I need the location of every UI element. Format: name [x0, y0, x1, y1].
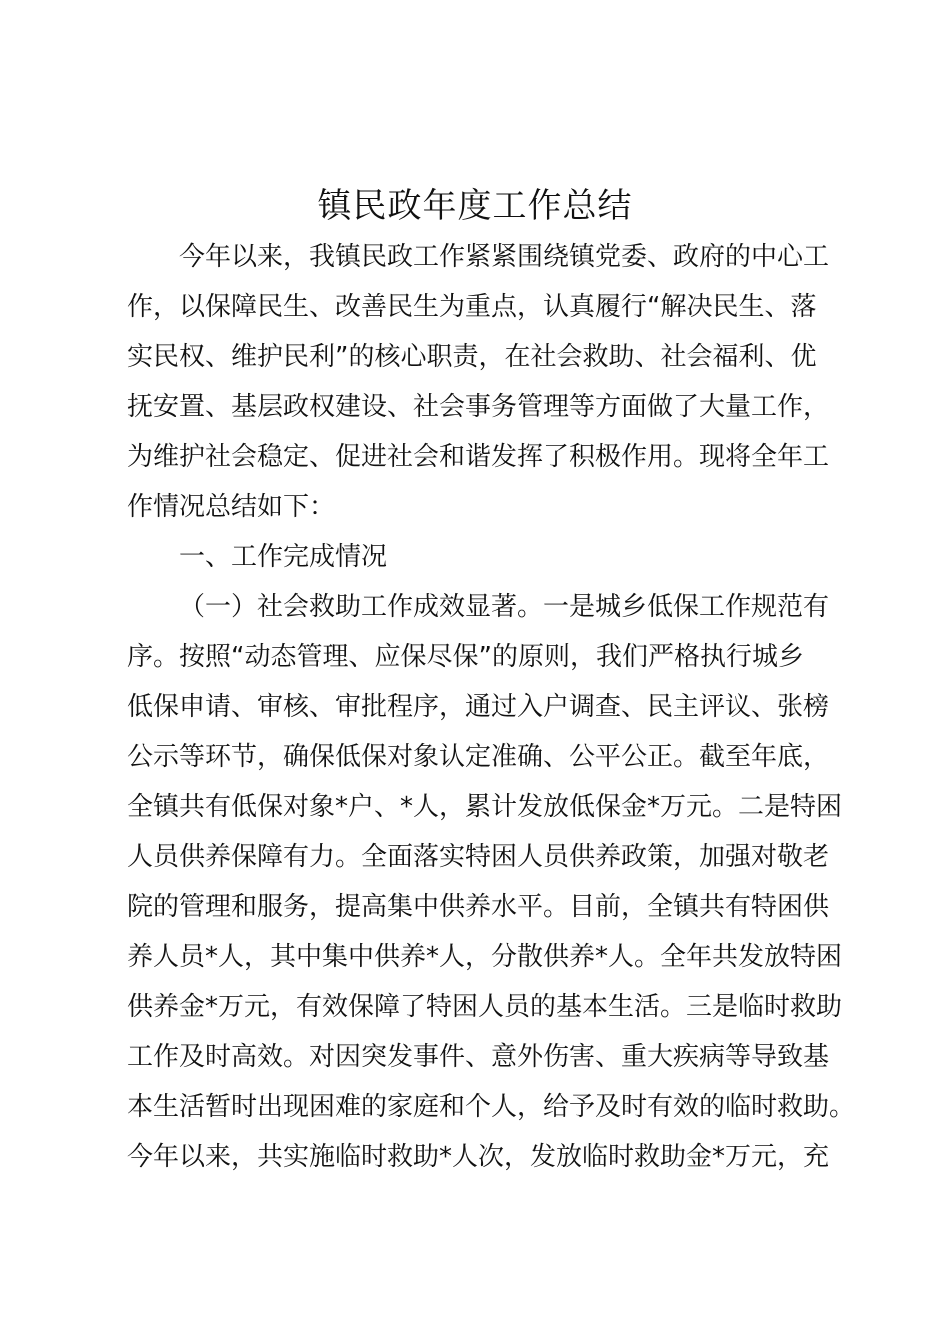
text-line: 实民权、维护民利”的核心职责，在社会救助、社会福利、优	[127, 342, 817, 372]
text-line: 本生活暂时出现困难的家庭和个人，给予及时有效的临时救助。	[127, 1092, 856, 1122]
text-line: 工作及时高效。对因突发事件、意外伤害、重大疾病等导致基	[127, 1042, 830, 1072]
text-line: 序。按照“动态管理、应保尽保”的原则，我们严格执行城乡	[127, 642, 804, 672]
document-body	[127, 232, 856, 1182]
text-line: 院的管理和服务，提高集中供养水平。目前，全镇共有特困供	[127, 892, 830, 922]
text-line: 今年以来，共实施临时救助*人次，发放临时救助金*万元，充	[127, 1142, 830, 1172]
text-line: 为维护社会稳定、促进社会和谐发挥了积极作用。现将全年工	[127, 442, 830, 472]
text-line: 抚安置、基层政权建设、社会事务管理等方面做了大量工作，	[127, 392, 830, 422]
text-line: 全镇共有低保对象*户、*人，累计发放低保金*万元。二是特困	[127, 792, 843, 822]
document-title: 镇民政年度工作总结	[317, 186, 633, 226]
text-line: 今年以来，我镇民政工作紧紧围绕镇党委、政府的中心工	[179, 242, 830, 272]
text-line: 作，以保障民生、改善民生为重点，认真履行“解决民生、落	[127, 292, 817, 322]
text-line: 养人员*人，其中集中供养*人，分散供养*人。全年共发放特困	[127, 942, 843, 972]
text-line: 人员供养保障有力。全面落实特困人员供养政策，加强对敬老	[127, 842, 830, 872]
text-line: 低保申请、审核、审批程序，通过入户调查、民主评议、张榜	[127, 692, 830, 722]
text-line: 供养金*万元，有效保障了特困人员的基本生活。三是临时救助	[127, 992, 843, 1022]
text-line: 作情况总结如下：	[127, 492, 336, 522]
text-line: 公示等环节，确保低保对象认定准确、公平公正。截至年底，	[127, 742, 830, 772]
subsection-heading-line: （一）社会救助工作成效显著。一是城乡低保工作规范有	[179, 592, 830, 622]
section-heading: 一、工作完成情况	[179, 542, 388, 572]
